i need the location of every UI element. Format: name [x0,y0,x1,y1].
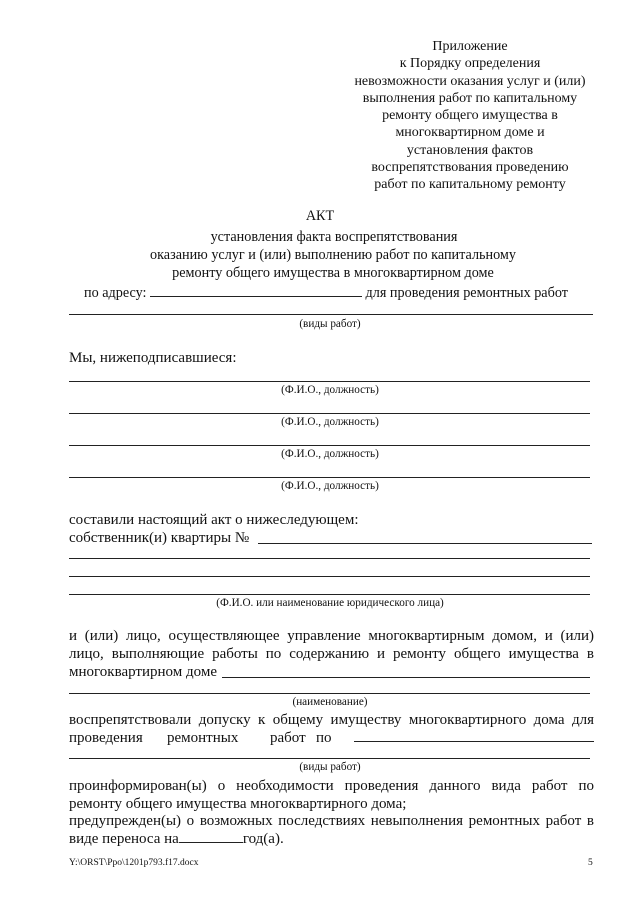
person-line-3 [69,445,590,446]
warned-prefix: виде переноса на [69,831,179,847]
person-caption-3: (Ф.И.О., должность) [281,448,379,460]
obstructed-word-4: по [316,730,332,746]
work-types-caption: (виды работ) [299,318,361,330]
person-line-2 [69,413,590,414]
person-caption-4: (Ф.И.О., должность) [281,480,379,492]
appendix-line: выполнения работ по капитальному [362,90,578,106]
owner-line-4 [69,594,590,595]
informed-line-1: проинформирован(ы) о необходимости проведения данного вида работ по [69,778,594,794]
manager-line-3: многоквартирном доме [69,664,217,680]
work-types-caption-2: (виды работ) [299,761,361,773]
name-caption: (наименование) [292,696,368,708]
obstructed-word-2: ремонтных [167,730,239,746]
owner-label: собственник(и) квартиры № [69,530,250,546]
person-line-4 [69,477,590,478]
manager-line-1: и (или) лицо, осуществляющее управление многоквартирным домом, и (или) [69,628,594,644]
address-suffix: для проведения ремонтных работ [365,285,568,301]
address-label: по адресу: [84,285,147,301]
warned-blank [179,829,243,843]
owner-line-2 [69,558,590,559]
address-row [84,282,568,302]
footer-file-path: Y:\ORST\Ppo\1201p793.f17.docx [69,858,199,868]
manager-blank [222,677,590,678]
obstructed-word-1: проведения [69,730,143,746]
owner-line-3 [69,576,590,577]
person-caption-1: (Ф.И.О., должность) [281,384,379,396]
owner-blank [258,543,592,544]
appendix-line: воспрепятствования проведению [371,160,569,176]
warned-line-1: предупрежден(ы) о возможных последствиях невыполнения ремонтных работ в [69,813,594,829]
owner-row [69,529,249,547]
appendix-line: Приложение [432,39,508,54]
appendix-line: установления фактов [406,142,534,158]
appendix-line: многоквартирном доме и [395,125,545,141]
obstructed-word-3: работ [270,730,306,746]
act-title-line-2: оказанию услуг и (или) выполнению работ по капитальному [150,247,516,263]
owner-caption: (Ф.И.О. или наименование юридического лица) [216,597,444,609]
manager-line-2: лицо, выполняющие работы по содержанию и ремонту общего имущества в [69,646,594,662]
appendix-line: невозможности оказания услуг и (или) [354,73,586,89]
name-line [69,693,590,694]
person-line-1 [69,381,590,382]
warned-suffix: год(а). [242,831,284,847]
appendix-line: работ по капитальному ремонту [374,177,566,193]
appendix-line: к Порядку определения [399,56,541,72]
person-caption-2: (Ф.И.О., должность) [281,416,379,428]
appendix-block [320,38,620,194]
informed-line-2: ремонту общего имущества многоквартирного дома; [69,796,407,812]
work-types-line [69,314,593,315]
undersigned-text: Мы, нижеподписавшиеся: [69,350,237,366]
address-blank [150,282,362,297]
composed-text: составили настоящий акт о нижеследующем: [69,512,359,528]
act-title-line-1: установления факта воспрепятствования [210,229,458,245]
footer-page-number: 5 [588,858,593,868]
act-title-line-3: ремонту общего имущества в многоквартирном доме [172,265,494,281]
appendix-line: ремонту общего имущества в [382,108,558,124]
warned-line-2 [69,829,284,848]
obstructed-line-1: воспрепятствовали допуску к общему имуществу многоквартирного дома для [69,712,594,728]
obstructed-blank [354,741,594,742]
work-types-line-2 [69,758,590,759]
act-heading: АКТ [305,208,335,224]
